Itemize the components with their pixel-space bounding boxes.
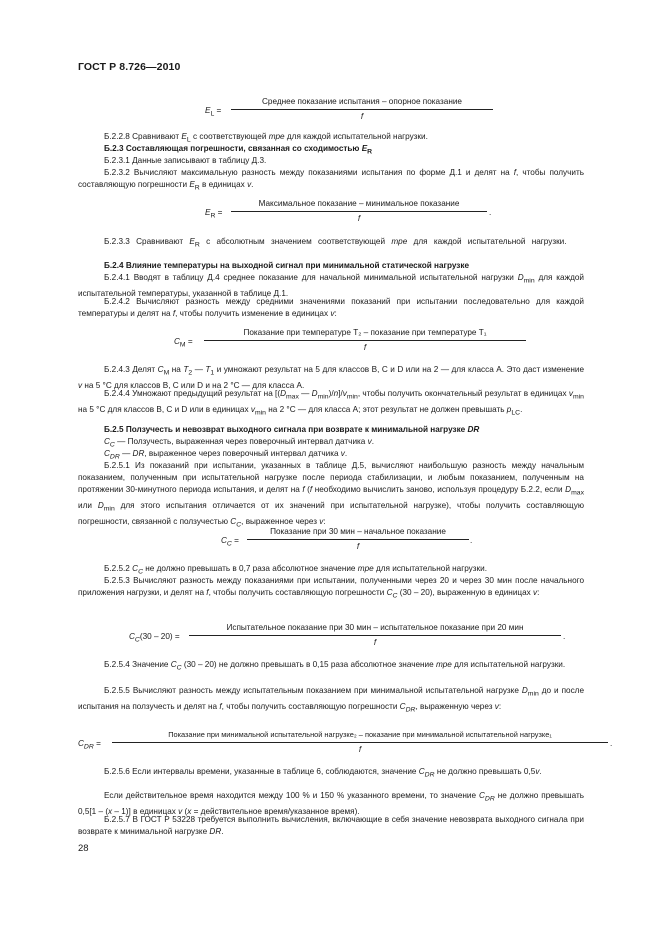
heading-b24: Б.2.4 Влияние температуры на выходной сигнал при минимальной статической нагрузке [104,261,469,270]
para-b243: Б.2.4.3 Делят $C_M$ на $T_2$ — $T_1$ и умножают результат на 5 для классов B, C и D или на 2 — для класса A. Это даст изменение v на 5 °C для классов B, C или D и на 2 °C — для класса A. [78,365,584,390]
para-b232: Б.2.3.2 Вычисляют максимальную разность между показаниями испытания по форме Д.1 и делят на f, чтобы получить составляющую погрешности $E_R$ в единицах v. [78,168,584,192]
formula-cm-denominator: f [363,343,367,352]
formula-el-lhs: $E_L$ = [205,106,222,118]
para-b231: Б.2.3.1 Данные записывают в таблицу Д.3. [104,156,267,165]
formula-er-numerator: Максимальное показание – минимальное показание [258,199,460,208]
formula-cc-end: . [470,536,473,545]
formula-er-end: . [489,208,492,217]
formula-el-denominator: f [360,112,364,121]
formula-er-lhs: $E_R$ = [205,208,223,220]
formula-cc-30-20-denominator: f [373,638,377,647]
para-b242: Б.2.4.2 Вычисляют разность между средними значениями показаний при испытании последовательно для каждой температуры и делят на f, чтобы получить изменение в единицах v: [78,297,584,319]
para-b251: Б.2.5.1 Из показаний при испытании, указанных в таблице Д.5, вычисляют наибольшую разность между начальным показанием, полученным при испытательной нагрузке после периода стабилизации, и любым показанием, полученным на протяжении 30-минутного периода испытания, и делят на f (f необходимо вычислить заново, используя процедуру Б.2.2, если $D_{max}$ или $D_{min}$ для этого испытания отличается от их значений при испытательной нагрузке), чтобы получить составляющую погрешности, связанной с ползучестью $C_C$, выраженное через v: [78,461,585,529]
def-cc: $C_C$ — Ползучесть, выраженная через поверочный интервал датчика v. [104,437,374,449]
para-b228: Б.2.2.8 Сравнивают $E_L$ с соответствующей mpe для каждой испытательной нагрузки. [104,132,428,144]
formula-cc-30-20-numerator: Испытательное показание при 30 мин – испытательное показание при 20 мин [226,623,524,632]
para-b257: Б.2.5.7 В ГОСТ Р 53228 требуется выполнить вычисления, включающие в себя значение невозврата выходного сигнала при возврате к минимальной нагрузке DR. [78,815,584,837]
formula-er [205,198,495,228]
formula-er-bar [231,211,487,212]
page-header: ГОСТ Р 8.726—2010 [78,61,181,73]
para-b256-cont: Если действительное время находится между 100 % и 150 % указанного времени, то значение $C_{DR}$ не должно превышать 0,5[1 – (x – 1)] в единицах v (x = действительное время/указанное время). [78,791,584,816]
formula-cm-numerator: Показание при температуре T₂ – показание при температуре T₁ [243,328,487,337]
formula-cm-lhs: $C_M$ = [174,337,193,349]
heading-b23: Б.2.3 Составляющая погрешности, связанная со сходимостью $E_R$ [104,144,373,156]
formula-cdr-numerator: Показание при минимальной испытательной нагрузке₂ – показание при минимальной испытательной нагрузке₁ [168,730,552,739]
formula-cdr [78,729,616,759]
def-cdr: $C_{DR}$ — DR, выраженное через поверочный интервал датчика v. [104,449,348,461]
para-b256: Б.2.5.6 Если интервалы времени, указанные в таблице 6, соблюдаются, значение $C_{DR}$ не должно превышать 0,5v. [104,767,542,779]
formula-er-denominator: f [357,214,361,223]
formula-cc-30-20-bar [189,635,561,636]
formula-cc-30-20-end: . [563,632,566,641]
formula-cc-denominator: f [356,542,360,551]
formula-cdr-end: . [610,739,613,748]
para-b253: Б.2.5.3 Вычисляют разность между показаниями при испытании, полученными через 20 и через 30 мин после начального приложения нагрузки, и делят на f, чтобы получить составляющую погрешности $C_C$ (30 – 20), выраженную в единицах v: [78,576,584,600]
formula-cc [221,526,481,556]
heading-b25: Б.2.5 Ползучесть и невозврат выходного сигнала при возврате к минимальной нагрузке DR [104,425,480,434]
formula-cc-lhs: $C_C$ = [221,536,239,548]
formula-cm-bar [204,340,526,341]
para-b244: Б.2.4.4 Умножают предыдущий результат на [($D_{max}$ — $D_{min})/n]/v_{min}$, чтобы получить окончательный результат в единицах $v_{min}$ на 5 °C для классов B, C и D или в единицах $v_{min}$ на 2 °C — для класса A; этот результат не должен превышать $p_{LC}$. [78,389,584,417]
para-b233: Б.2.3.3 Сравнивают $E_R$ с абсолютным значением соответствующей mpe для каждой испытательной нагрузки. [104,237,567,249]
formula-el-numerator: Среднее показание испытания – опорное показание [262,97,462,106]
para-b255: Б.2.5.5 Вычисляют разность между испытательным показанием при минимальной испытательной нагрузке $D_{min}$ до и после испытания на ползучесть и делят на f, чтобы получить составляющую погрешности $C_{DR}$, выраженную через v: [78,686,584,714]
para-b252: Б.2.5.2 $C_C$ не должно превышать в 0,7 раза абсолютное значение mpe для испытательной нагрузки. [104,564,487,576]
formula-el-bar [231,109,493,110]
formula-cc-bar [247,539,469,540]
para-b241: Б.2.4.1 Вводят в таблицу Д.4 среднее показание для начальной минимальной испытательной нагрузки $D_{min}$ для каждой испытательной температуры, указанной в таблице Д.1. [78,273,584,298]
formula-cdr-bar [112,742,608,743]
page-number: 28 [78,843,89,854]
formula-el [205,96,495,126]
formula-cdr-lhs: $C_{DR}$ = [78,739,101,751]
formula-cdr-denominator: f [358,745,362,754]
formula-cc-30-20 [129,622,579,652]
para-b254: Б.2.5.4 Значение $C_C$ (30 – 20) не должно превышать в 0,15 раза абсолютное значение mpe для испытательной нагрузки. [104,660,566,672]
formula-cc-numerator: Показание при 30 мин – начальное показание [270,527,446,536]
formula-cm [174,327,534,357]
formula-cc-30-20-lhs: $C_C(30 - 20)$ = [129,632,180,644]
